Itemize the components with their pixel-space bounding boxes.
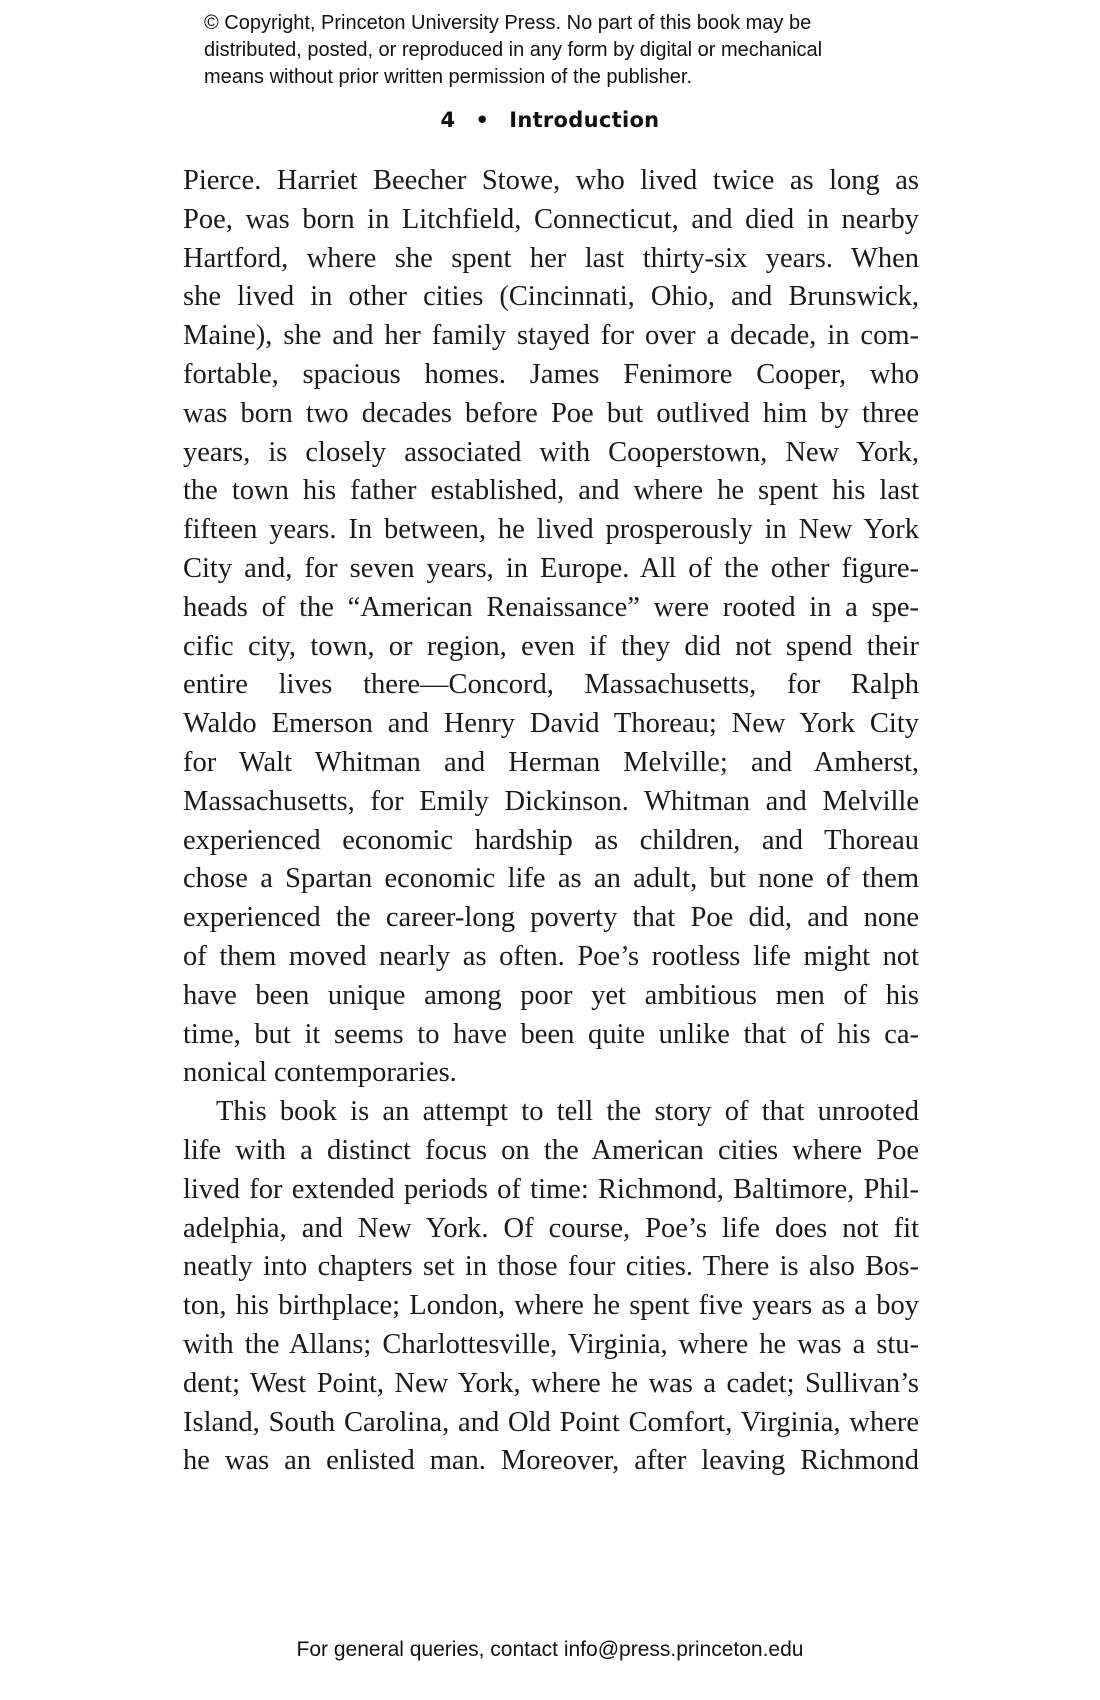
copyright-line: means without prior written permission of the publisher.	[204, 66, 693, 88]
text-line: chose a Spartan economic life as an adult, but none of them	[183, 863, 919, 895]
text-line: she lived in other cities (Cincinnati, Ohio, and Brunswick,	[183, 281, 919, 313]
text-line: entire lives there—Concord, Massachusetts, for Ralph	[183, 669, 919, 701]
text-line: This book is an attempt to tell the story of that unrooted	[216, 1096, 919, 1128]
text-line: City and, for seven years, in Europe. All of the other figure-	[183, 552, 919, 584]
text-line: of them moved nearly as often. Poe’s rootless life might not	[183, 940, 919, 972]
page-number: 4	[440, 108, 456, 132]
text-line: experienced the career-long poverty that Poe did, and none	[183, 902, 919, 934]
copyright-line: distributed, posted, or reproduced in any form by digital or mechanical	[204, 39, 823, 61]
text-line: Maine), she and her family stayed for over a decade, in com-	[183, 320, 919, 352]
text-line: adelphia, and New York. Of course, Poe’s life does not fit	[183, 1212, 919, 1244]
text-line: fortable, spacious homes. James Fenimore Cooper, who	[183, 358, 919, 390]
text-line: years, is closely associated with Cooperstown, New York,	[183, 436, 919, 468]
text-line: Massachusetts, for Emily Dickinson. Whitman and Melville	[183, 785, 919, 817]
text-line: neatly into chapters set in those four cities. There is also Bos-	[183, 1251, 919, 1283]
text-line: time, but it seems to have been quite unlike that of his ca-	[183, 1018, 919, 1050]
paragraph-1	[183, 162, 919, 1093]
text-line: was born two decades before Poe but outlived him by three	[183, 397, 919, 429]
text-line: dent; West Point, New York, where he was a cadet; Sullivan’s	[183, 1367, 919, 1399]
text-line: heads of the “American Renaissance” were rooted in a spe-	[183, 591, 919, 623]
text-line: Hartford, where she spent her last thirty-six years. When	[183, 242, 919, 274]
text-line: cific city, town, or region, even if they did not spend their	[183, 630, 919, 662]
text-line: with the Allans; Charlottesville, Virginia, where he was a stu-	[183, 1328, 919, 1360]
text-line: ton, his birthplace; London, where he spent five years as a boy	[183, 1290, 919, 1322]
running-head	[0, 108, 1100, 132]
paragraph-2	[183, 1093, 919, 1481]
text-line: experienced economic hardship as children, and Thoreau	[183, 824, 919, 856]
text-line: have been unique among poor yet ambitious men of his	[183, 979, 919, 1011]
text-line: fifteen years. In between, he lived prosperously in New York	[183, 514, 919, 546]
text-line: life with a distinct focus on the American cities where Poe	[183, 1134, 919, 1166]
text-line: the town his father established, and where he spent his last	[183, 475, 919, 507]
footer-contact: For general queries, contact info@press.princeton.edu	[296, 1638, 804, 1661]
separator-bullet: •	[475, 108, 490, 132]
chapter-title: Introduction	[509, 108, 660, 132]
copyright-line: © Copyright, Princeton University Press. No part of this book may be	[204, 12, 812, 34]
copyright-notice	[204, 10, 924, 91]
text-line: Island, South Carolina, and Old Point Comfort, Virginia, where	[183, 1406, 919, 1438]
body-text	[183, 162, 919, 1481]
text-line: he was an enlisted man. Moreover, after leaving Richmond	[183, 1445, 919, 1477]
text-line: for Walt Whitman and Herman Melville; and Amherst,	[183, 746, 919, 778]
text-line: Poe, was born in Litchfield, Connecticut, and died in nearby	[183, 203, 919, 235]
text-line: nonical contemporaries.	[183, 1057, 457, 1089]
text-line: lived for extended periods of time: Richmond, Baltimore, Phil-	[183, 1173, 919, 1205]
text-line: Pierce. Harriet Beecher Stowe, who lived twice as long as	[183, 165, 919, 196]
text-line: Waldo Emerson and Henry David Thoreau; New York City	[183, 708, 919, 740]
